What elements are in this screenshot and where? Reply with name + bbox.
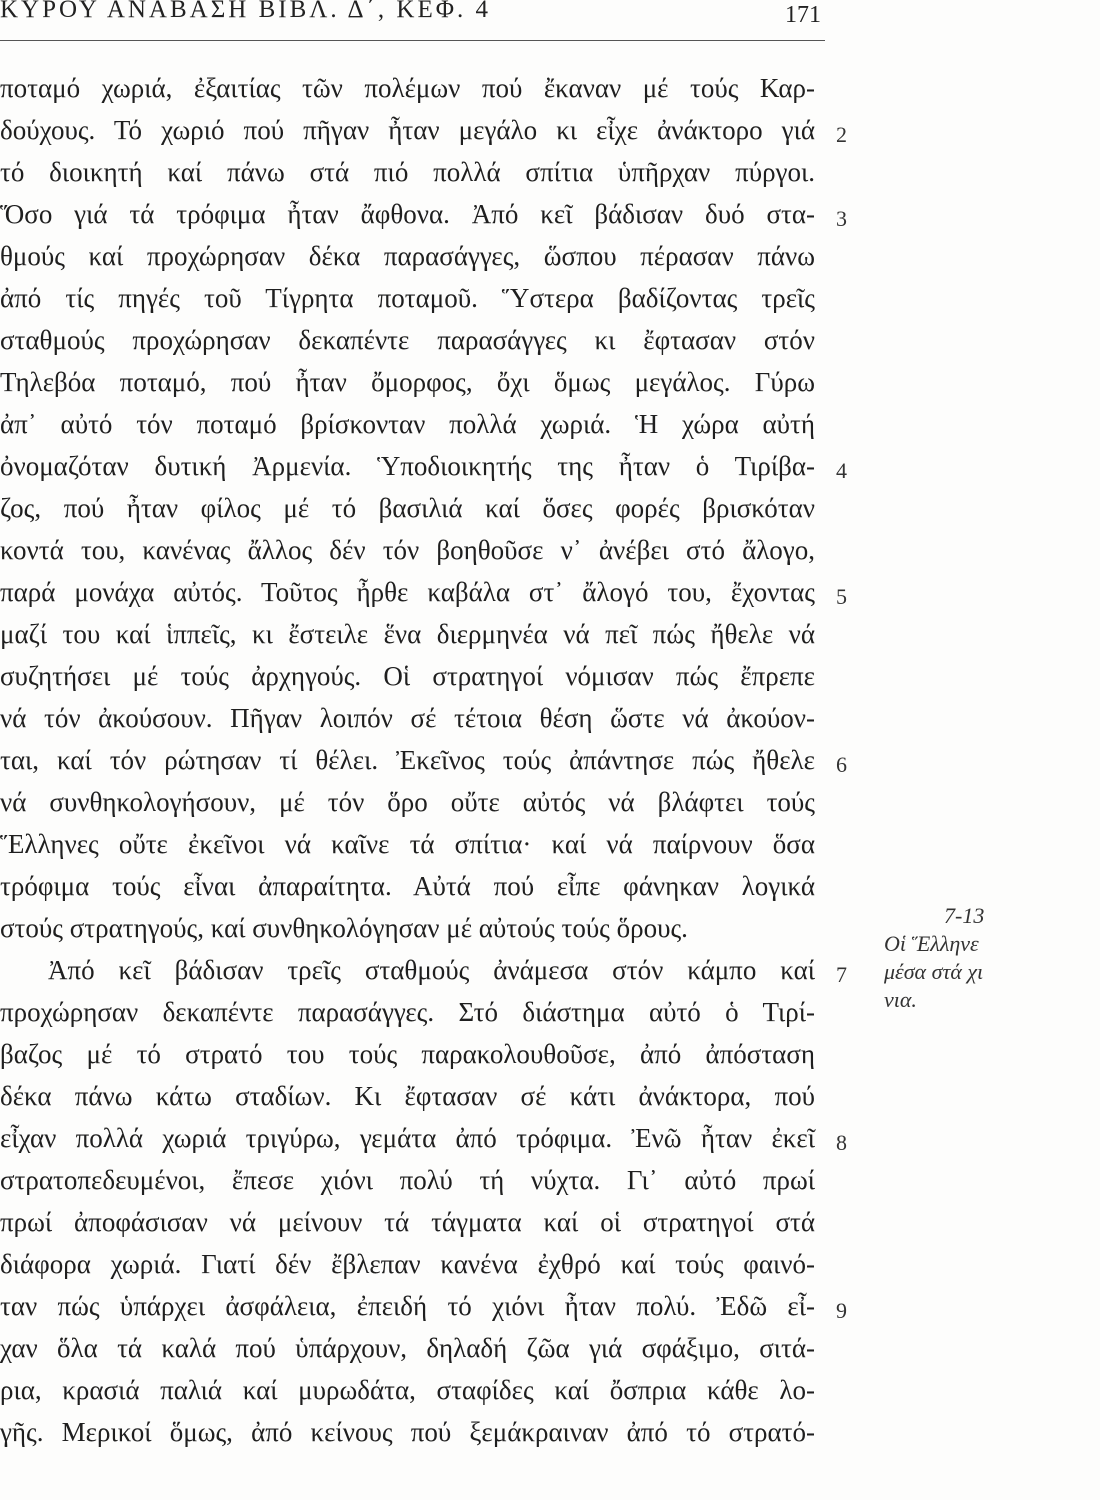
text-line: ζος, πού ἦταν φίλος μέ τό βασιλιά καί ὅσες φορές βρισκόταν	[0, 493, 815, 523]
text-line: διάφορα χωριά. Γιατί δέν ἔβλεπαν κανένα ἐχθρό καί τούς φαινό-	[0, 1249, 815, 1279]
header-title: ΚΥΡΟΥ ΑΝΑΒΑΣΗ ΒΙΒΛ. Δ΄, ΚΕΦ. 4	[0, 0, 491, 23]
margin-number: 7	[836, 962, 847, 987]
margin-number: 6	[836, 752, 847, 777]
margin-number: 9	[836, 1298, 847, 1323]
text-line: παρά μονάχα αὐτός. Τοῦτος ἦρθε καβάλα στ᾽ ἄλογό του, ἔχοντας	[0, 577, 815, 607]
margin-number: 4	[836, 458, 847, 483]
text-line: ὀνομαζόταν δυτική Ἀρμενία. Ὑποδιοικητής της ἦταν ὁ Τιρίβα-	[0, 451, 815, 481]
margin-number: 3	[836, 206, 847, 231]
text-line: ἀπό τίς πηγές τοῦ Τίγρητα ποταμοῦ. Ὕστερα βαδίζοντας τρεῖς	[0, 283, 815, 313]
text-line: Ἕλληνες οὔτε ἐκεῖνοι νά καῖνε τά σπίτια· καί νά παίρνουν ὅσα	[0, 829, 815, 859]
text-line: κοντά του, κανένας ἄλλος δέν τόν βοηθοῦσε ν᾽ ἀνέβει στό ἄλογο,	[0, 535, 815, 565]
text-line: χαν ὅλα τά καλά πού ὑπάρχουν, δηλαδή ζῶα γιά σφάξιμο, σιτά-	[0, 1333, 815, 1363]
side-note-range: 7-13	[944, 903, 985, 928]
side-note-line: νια.	[884, 987, 917, 1012]
text-line: ρια, κρασιά παλιά καί μυρωδάτα, σταφίδες καί ὄσπρια κάθε λο-	[0, 1375, 815, 1405]
text-line: ἀπ᾽ αὐτό τόν ποταμό βρίσκονταν πολλά χωριά. Ἡ χώρα αὐτή	[0, 409, 815, 439]
text-line: ταν πώς ὑπάρχει ἀσφάλεια, ἐπειδή τό χιόνι ἦταν πολύ. Ἐδῶ εἶ-	[0, 1291, 815, 1321]
text-line: νά συνθηκολογήσουν, μέ τόν ὅρο οὔτε αὐτός νά βλάφτει τούς	[0, 787, 815, 817]
text-line: μαζί του καί ἱππεῖς, κι ἔστειλε ἕνα διερμηνέα νά πεῖ πώς ἤθελε νά	[0, 619, 815, 649]
text-line: στούς στρατηγούς, καί συνθηκολόγησαν μέ αὐτούς τούς ὅρους.	[0, 913, 688, 943]
text-line: δέκα πάνω κάτω σταδίων. Κι ἔφτασαν σέ κάτι ἀνάκτορα, πού	[0, 1081, 815, 1111]
margin-number: 8	[836, 1130, 847, 1155]
text-line: τό διοικητή καί πάνω στά πιό πολλά σπίτια ὑπῆρχαν πύργοι.	[0, 157, 815, 187]
text-line: προχώρησαν δεκαπέντε παρασάγγες. Στό διάστημα αὐτό ὁ Τιρί-	[0, 997, 815, 1027]
text-line: στρατοπεδευμένοι, ἔπεσε χιόνι πολύ τή νύχτα. Γι᾽ αὐτό πρωί	[0, 1165, 815, 1195]
text-line: ποταμό χωριά, ἐξαιτίας τῶν πολέμων πού ἔκαναν μέ τούς Καρ-	[0, 73, 815, 103]
text-line: γῆς. Μερικοί ὅμως, ἀπό κείνους πού ξεμάκραιναν ἀπό τό στρατό-	[0, 1417, 815, 1447]
text-line: συζητήσει μέ τούς ἀρχηγούς. Οἱ στρατηγοί νόμισαν πώς ἔπρεπε	[0, 661, 815, 691]
header-rule	[0, 40, 825, 41]
text-line: Ὅσο γιά τά τρόφιμα ἦταν ἄφθονα. Ἀπό κεῖ βάδισαν δυό στα-	[0, 199, 815, 229]
text-line: βαζος μέ τό στρατό του τούς παρακολουθοῦσε, ἀπό ἀπόσταση	[0, 1039, 815, 1069]
page-number: 171	[785, 2, 821, 28]
text-line: Ἀπό κεῖ βάδισαν τρεῖς σταθμούς ἀνάμεσα στόν κάμπο καί	[48, 955, 815, 985]
text-line: ται, καί τόν ρώτησαν τί θέλει. Ἐκεῖνος τούς ἀπάντησε πώς ἤθελε	[0, 745, 815, 775]
text-line: σταθμούς προχώρησαν δεκαπέντε παρασάγγες κι ἔφτασαν στόν	[0, 325, 815, 355]
side-note-line: μέσα στά χι	[884, 959, 984, 984]
text-line: τρόφιμα τούς εἶναι ἀπαραίτητα. Αὐτά πού εἶπε φάνηκαν λογικά	[0, 871, 815, 901]
margin-number: 5	[836, 584, 847, 609]
text-line: δούχους. Τό χωριό πού πῆγαν ἦταν μεγάλο κι εἶχε ἀνάκτορο γιά	[0, 115, 815, 145]
text-line: εἶχαν πολλά χωριά τριγύρω, γεμάτα ἀπό τρόφιμα. Ἐνῶ ἦταν ἐκεῖ	[0, 1123, 815, 1153]
side-note	[872, 902, 1100, 1014]
margin-number: 2	[836, 122, 847, 147]
text-line: νά τόν ἀκούσουν. Πῆγαν λοιπόν σέ τέτοια θέση ὥστε νά ἀκούον-	[0, 703, 815, 733]
text-line: θμούς καί προχώρησαν δέκα παρασάγγες, ὥσπου πέρασαν πάνω	[0, 241, 815, 271]
text-line: πρωί ἀποφάσισαν νά μείνουν τά τάγματα καί οἱ στρατηγοί στά	[0, 1207, 815, 1237]
side-note-line: Οἱ Ἕλληνε	[884, 931, 979, 956]
text-line: Τηλεβόα ποταμό, πού ἦταν ὄμορφος, ὄχι ὅμως μεγάλος. Γύρω	[0, 367, 815, 397]
